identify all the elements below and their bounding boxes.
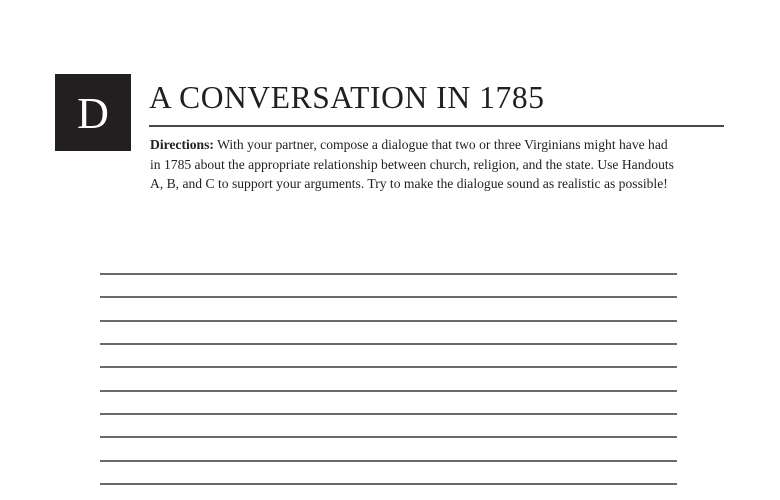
directions-line-2: in 1785 about the appropriate relationship between church, religion, and the state. Use Handouts [150, 156, 674, 172]
writing-line-3[interactable] [100, 320, 677, 322]
writing-line-8[interactable] [100, 436, 677, 438]
writing-line-4[interactable] [100, 343, 677, 345]
directions-label: Directions: [150, 137, 214, 152]
section-letter-badge [55, 74, 131, 151]
writing-line-5[interactable] [100, 366, 677, 368]
writing-line-7[interactable] [100, 413, 677, 415]
directions-line-3: A, B, and C to support your arguments. Try to make the dialogue sound as realistic as possible! [150, 176, 668, 192]
title-divider [149, 125, 724, 127]
section-letter: D [77, 88, 109, 138]
page-title: A CONVERSATION IN 1785 [149, 80, 545, 115]
writing-line-1[interactable] [100, 273, 677, 275]
writing-line-10[interactable] [100, 483, 677, 485]
directions-line-1: With your partner, compose a dialogue that two or three Virginians might have had [213, 137, 668, 152]
writing-line-6[interactable] [100, 390, 677, 392]
writing-line-9[interactable] [100, 460, 677, 462]
directions-text [150, 135, 710, 194]
writing-line-2[interactable] [100, 296, 677, 298]
